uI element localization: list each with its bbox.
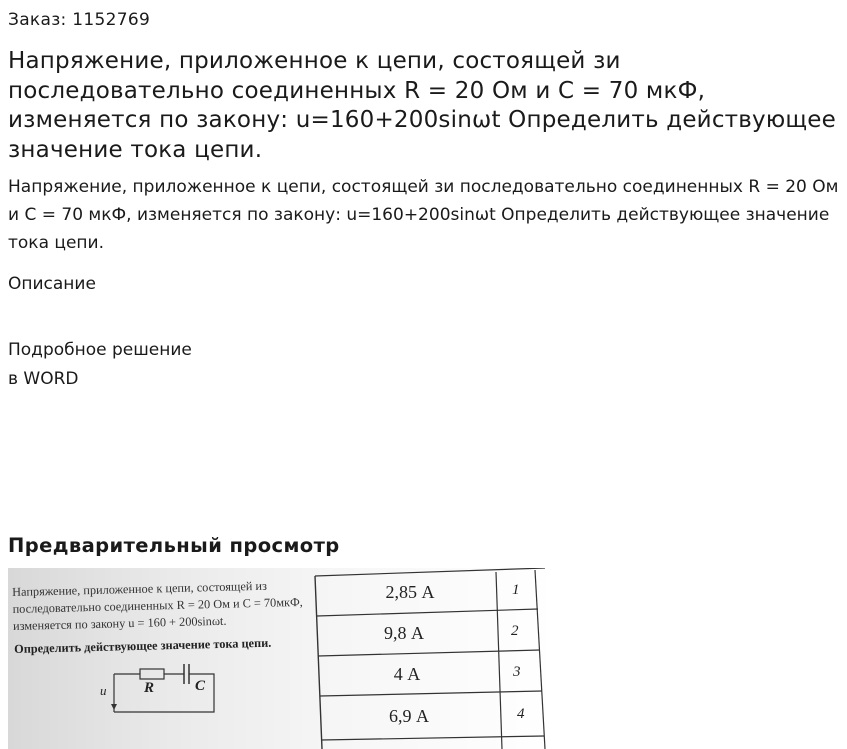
answer-num-3: 3	[513, 664, 521, 680]
description-label: Описание	[8, 274, 96, 294]
solution-line-1: Подробное решение	[8, 340, 192, 360]
circuit-c-label: C	[195, 678, 206, 694]
rc-circuit-diagram	[96, 660, 226, 720]
answer-value-1: 2,85 А	[385, 582, 435, 602]
answer-value-4: 6,9 А	[389, 706, 429, 726]
preview-question: Напряжение, приложенное к цепи, состоящей из последовательно соединенных R = 20 Ом и C = 70мкФ, изменяется по закону u = 160 + 200sinωt.	[12, 578, 303, 633]
answer-num-1: 1	[512, 582, 520, 598]
description-text: Напряжение, приложенное к цепи, состоящей зи последовательно соединенных R = 20 Ом и C = 70 мкФ, изменяется по закону: u=160+200sinωt Определить действующее значение тока цепи.	[8, 177, 839, 253]
answer-value-2: 9,8 А	[384, 623, 424, 643]
order-number: Заказ: 1152769	[8, 10, 151, 30]
circuit-r-label: R	[144, 680, 155, 696]
answer-value-3: 4 А	[393, 664, 421, 684]
preview-question-bold: Определить действующее значение тока цепи.	[14, 635, 272, 656]
solution-line-2: в WORD	[8, 369, 79, 389]
preview-image	[8, 568, 556, 749]
circuit-u-label: u	[100, 683, 107, 698]
page-title: Напряжение, приложенное к цепи, состоящей зи последовательно соединенных R = 20 Ом и C = 70 мкФ, изменяется по закону: u=160+200sinωt Определить действующее значение тока цепи.	[8, 48, 836, 163]
answer-num-4: 4	[517, 706, 525, 722]
preview-heading: Предварительный просмотр	[8, 534, 340, 557]
solution-info	[8, 336, 192, 394]
answer-num-2: 2	[511, 623, 519, 639]
